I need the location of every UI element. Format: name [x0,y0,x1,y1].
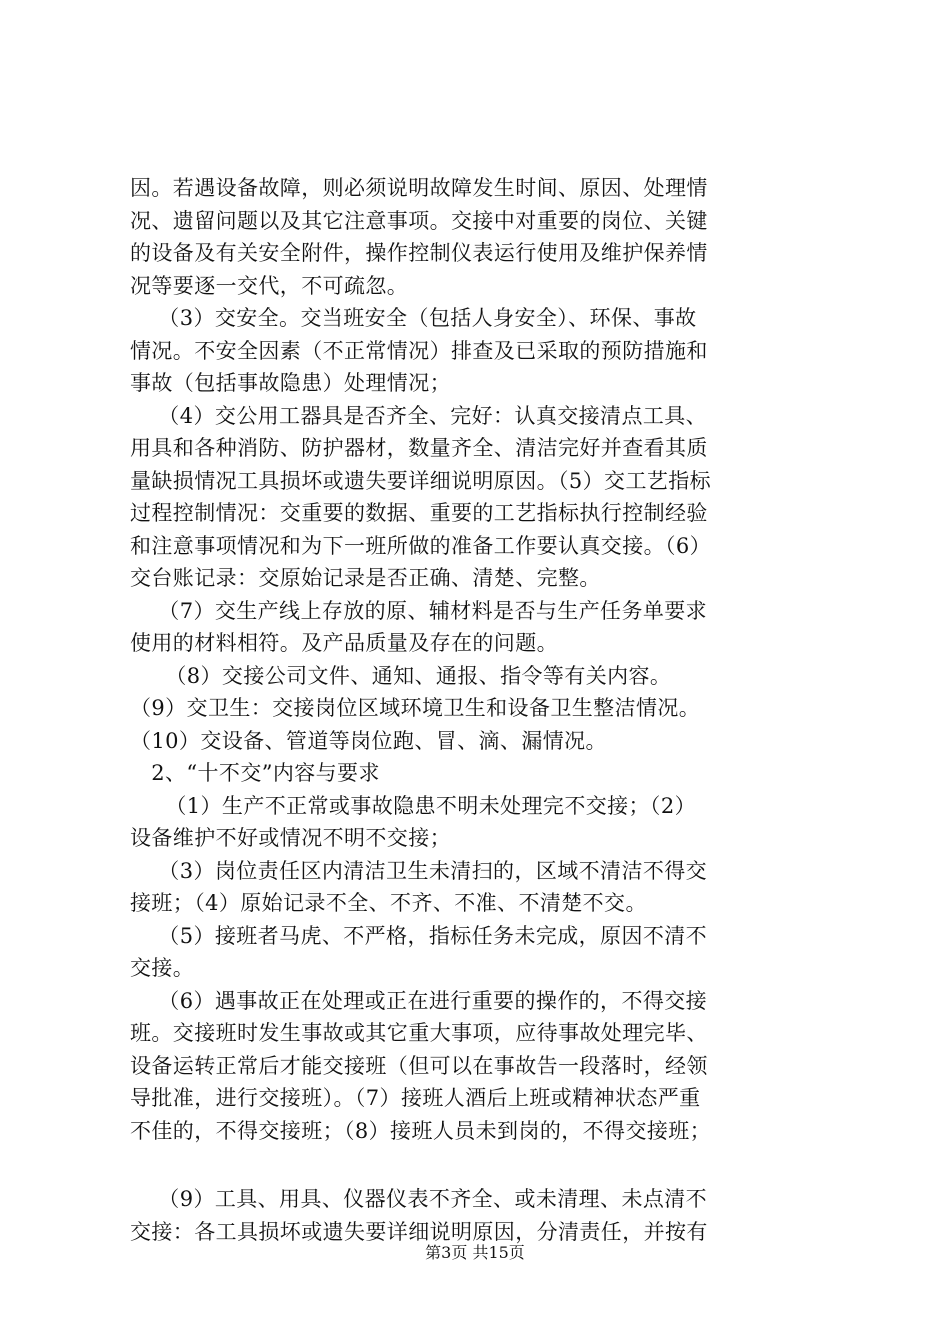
section-heading: 2、“十不交”内容与要求 [130,761,380,785]
text-line: （3）交安全。交当班安全（包括人身安全）、环保、事故 [130,306,697,330]
text-line: （8）交接公司文件、通知、通报、指令等有关内容。 [130,663,672,688]
text-line: 交接。 [130,956,195,980]
text-line: 量缺损情况工具损坏或遗失要详细说明原因。（5）交工艺指标 [130,468,712,493]
paragraph-gap [130,1147,830,1183]
text-line: 设备运转正常后才能交接班（但可以在事故告一段落时，经领 [130,1053,708,1078]
text-line: 接班；（4）原始记录不全、不齐、不准、不清楚不交。 [130,891,647,915]
text-line: 过程控制情况：交重要的数据、重要的工艺指标执行控制经验 [130,501,708,525]
text-line: 使用的材料相符。及产品质量及存在的问题。 [130,631,558,655]
text-line: 况等要逐一交代，不可疏忽。 [130,273,409,298]
text-line: 交接：各工具损坏或遗失要详细说明原因，分清责任，并按有 [130,1219,708,1244]
text-line: （7）交生产线上存放的原、辅材料是否与生产任务单要求 [130,598,708,623]
text-line: 事故（包括事故隐患）处理情况； [130,371,451,395]
text-line: （6）遇事故正在处理或正在进行重要的操作的，不得交接 [130,988,708,1013]
text-line: 况、遗留问题以及其它注意事项。交接中对重要的岗位、关键 [130,208,708,233]
text-line: 导批准，进行交接班）。（7）接班人酒后上班或精神状态严重 [130,1086,701,1110]
text-line: 不佳的，不得交接班；（8）接班人员未到岗的，不得交接班； [130,1118,712,1143]
text-line: 班。交接班时发生事故或其它重大事项，应待事故处理完毕、 [130,1021,708,1045]
text-line: 情况。不安全因素（不正常情况）排查及已采取的预防措施和 [130,338,708,363]
text-line: 和注意事项情况和为下一班所做的准备工作要认真交接。（6） [130,533,712,558]
text-line: （10）交设备、管道等岗位跑、冒、滴、漏情况。 [130,728,607,753]
text-line: （9）工具、用具、仪器仪表不齐全、或未清理、未点清不 [130,1187,708,1211]
text-line: （1）生产不正常或事故隐患不明未处理完不交接；（2） [130,793,696,818]
text-line: （3）岗位责任区内清洁卫生未清扫的，区域不清洁不得交 [130,858,708,883]
text-line: （9）交卫生：交接岗位区域环境卫生和设备卫生整洁情况。 [130,696,701,720]
text-line: （5）接班者马虎、不严格，指标任务未完成，原因不清不 [130,923,708,948]
text-line: 用具和各种消防、防护器材，数量齐全、清洁完好并查看其质 [130,436,708,460]
text-line: 设备维护不好或情况不明不交接； [130,826,451,850]
text-line: （4）交公用工器具是否齐全、完好：认真交接清点工具、 [130,403,708,428]
text-line: 交台账记录：交原始记录是否正确、清楚、完整。 [130,566,601,590]
page-number-footer: 第3页 共15页 [425,1243,525,1262]
document-body [130,172,830,1248]
text-line: 因。若遇设备故障，则必须说明故障发生时间、原因、处理情 [130,176,708,200]
text-line: 的设备及有关安全附件，操作控制仪表运行使用及维护保养情 [130,241,708,265]
